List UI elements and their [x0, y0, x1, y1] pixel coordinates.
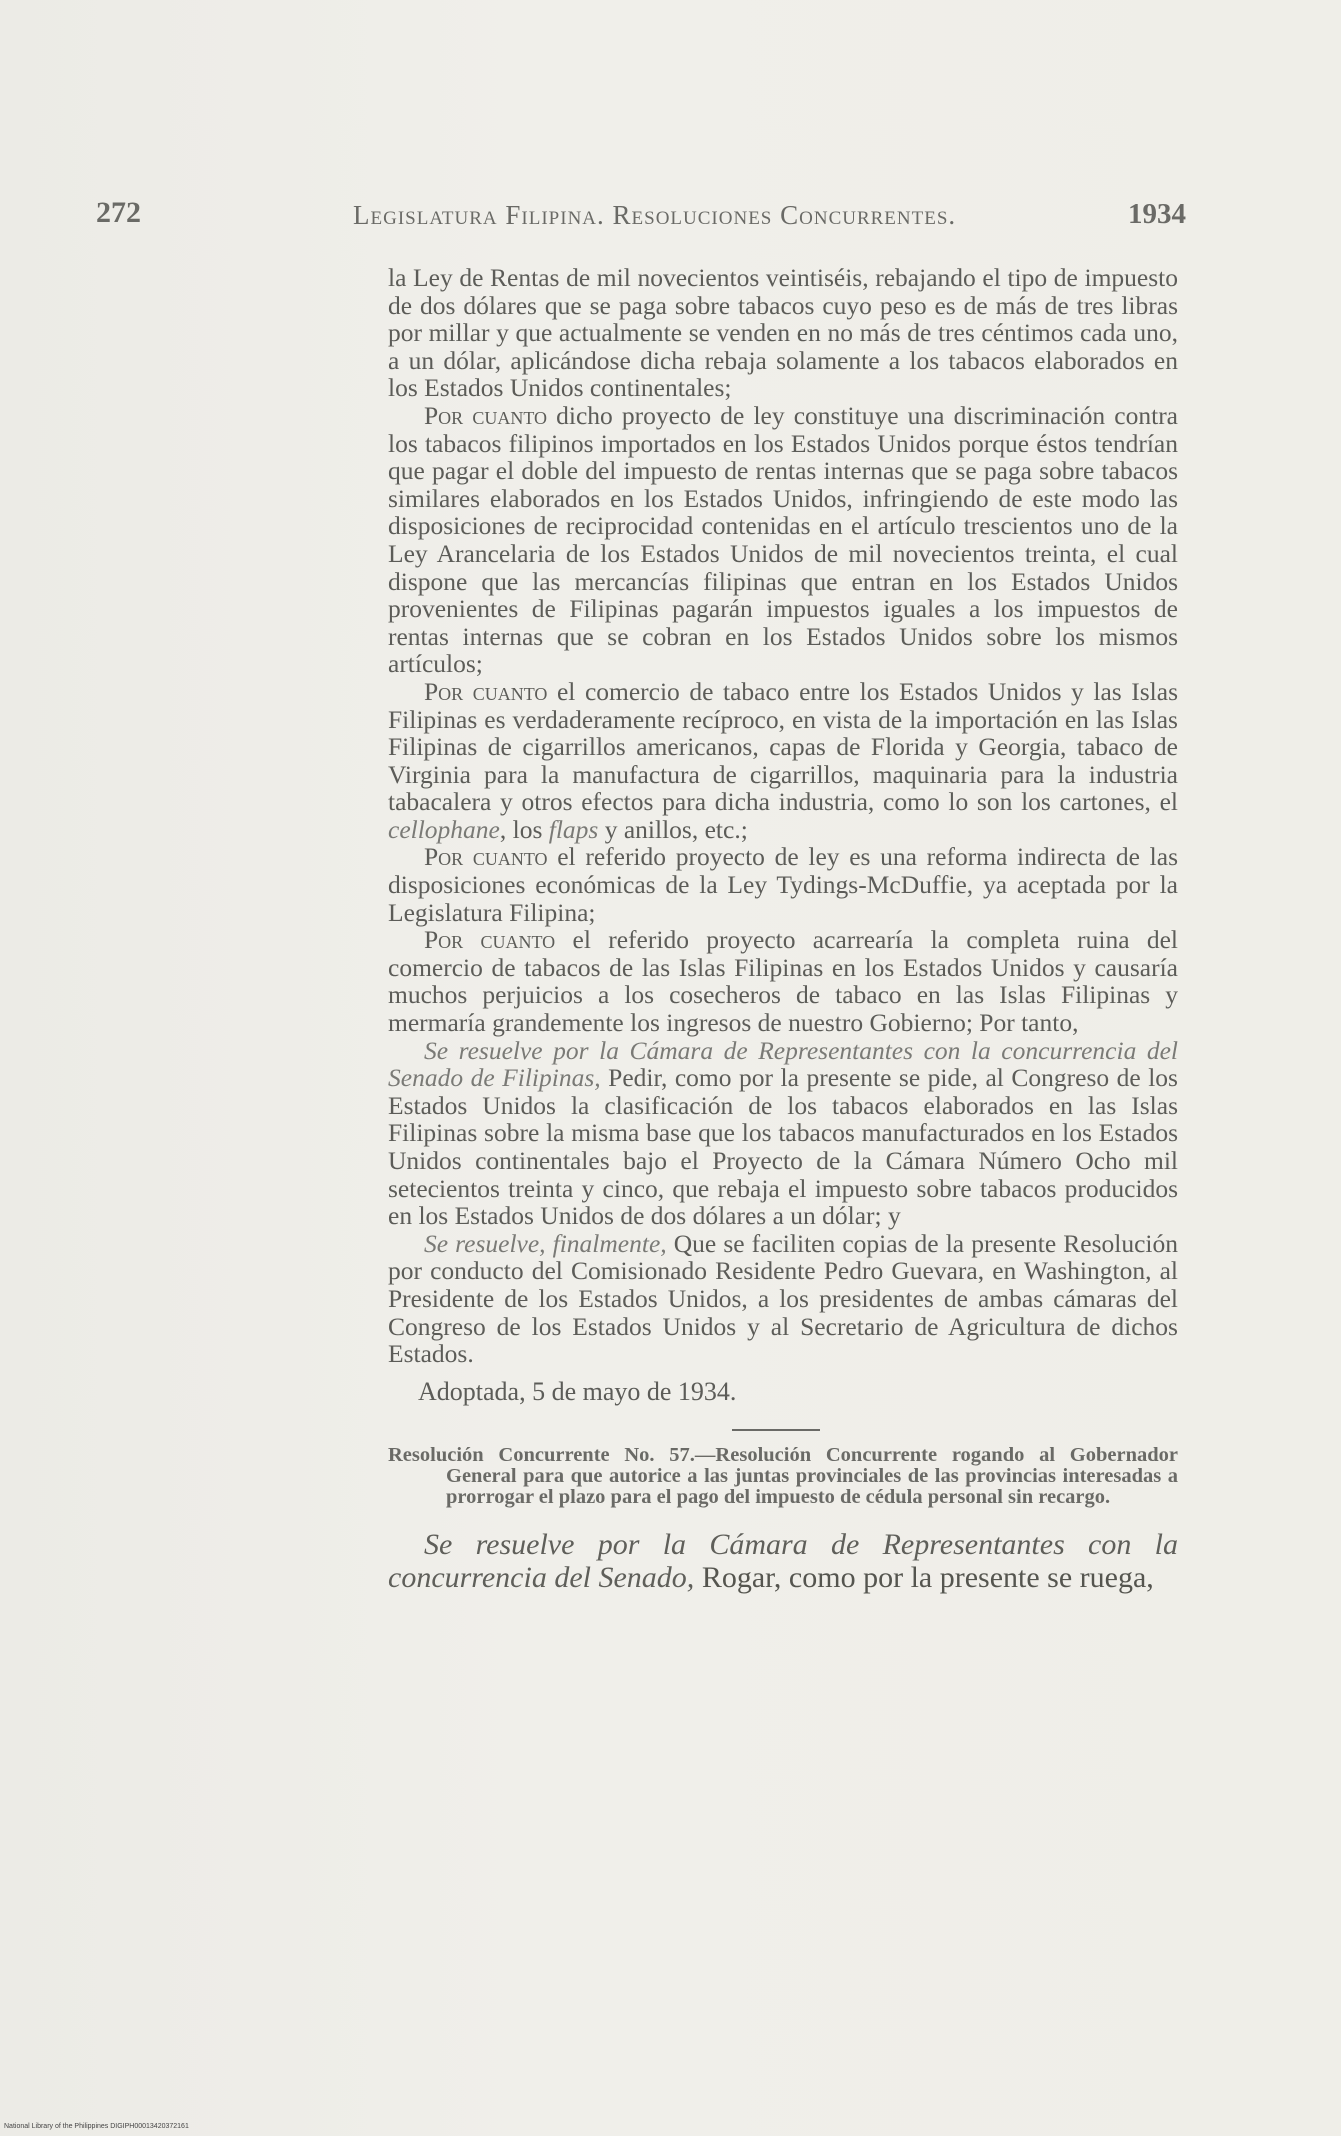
whereas-paragraph-2: [388, 678, 1178, 844]
resolution-summary: Resolución Concurrente No. 57.—Resolución Concurrente rogando al Gobernador General para que autorice a las juntas provinciales de las provincias interesadas a prorrogar el plazo para el pago del impuesto de cédula personal sin recargo.: [388, 1444, 1178, 1509]
whereas-lead: Por cuanto: [424, 400, 547, 430]
paragraph-text: Pedir, como por la presente se pide, al Congreso de los Estados Unidos la clasificación de los tabacos elaborados en las Islas Filipinas sobre la misma base que los tabacos manufacturados en los Estados Unidos continentales bajo el Proyecto de la Cámara Número Ocho mil setecientos treinta y cinco, que rebaja el impuesto sobre tabacos producidos en los Estados Unidos de dos dólares a un dólar; y: [388, 1063, 1178, 1231]
whereas-lead: Por cuanto: [424, 676, 548, 706]
italic-term: flaps: [548, 814, 599, 844]
running-header: [96, 196, 1186, 236]
scan-credit: National Library of the Philippines DIGIPH00013420372161: [4, 2123, 189, 2130]
resolution-lead: Se resuelve, finalmente,: [424, 1228, 667, 1258]
resolution-paragraph-2: [388, 1230, 1178, 1368]
adoption-date: Adoptada, 5 de mayo de 1934.: [418, 1376, 737, 1406]
header-year: 1934: [1128, 198, 1186, 230]
paragraph-text: el referido proyecto acarrearía la completa ruina del comercio de tabacos de las Islas Filipinas en los Estados Unidos y causaría muchos perjuicios a los cosecheros de tabaco en las Islas Filipinas y mermaría grandemente los ingresos de nuestro Gobierno; Por tanto,: [388, 925, 1178, 1038]
italic-term: cellophane: [388, 814, 500, 844]
paragraph-text: Que se faciliten copias de la presente Resolución por conducto del Comisionado Residente Pedro Guevara, en Washington, al Presidente de los Estados Unidos, a los presidentes de ambas cámaras del Congreso de los Estados Unidos y al Secretario de Agricultura de dichos Estados.: [388, 1228, 1179, 1369]
paragraph-text: dicho proyecto de ley constituye una discriminación contra los tabacos filipinos importados en los Estados Unidos porque éstos tendrían que pagar el doble del impuesto de rentas internas que se paga sobre tabacos similares elaborados en los Estados Unidos, infringiendo de este modo las disposiciones de reciprocidad contenidas en el artículo trescientos uno de la Ley Arancelaria de los Estados Unidos de mil novecientos treinta, el cual dispone que las mercancías filipinas que entran en los Estados Unidos provenientes de Filipinas pagarán impuestos iguales a los impuestos de rentas internas que se cobran en los Estados Unidos sobre los mismos artículos;: [388, 400, 1179, 679]
paragraph-text: el referido proyecto de ley es una reforma indirecta de las disposiciones económicas de la Ley Tydings-McDuffie, ya aceptada por la Legislatura Filipina;: [388, 842, 1178, 927]
whereas-paragraph-4: [388, 926, 1178, 1036]
page-number: 272: [96, 196, 141, 229]
whereas-lead: Por cuanto: [424, 842, 548, 872]
resolution-lead: Se resuelve por la Cámara de Representantes con la concurrencia del Senado de Filipinas,: [388, 1035, 1178, 1093]
running-title: Legislatura Filipina. Resoluciones Concurrentes.: [353, 200, 957, 230]
resolution-lead: Se resuelve por la Cámara de Representantes con la concurrencia del Senado,: [388, 1528, 1178, 1595]
whereas-lead: Por cuanto: [424, 925, 556, 955]
paragraph-text: el comercio de tabaco entre los Estados Unidos y las Islas Filipinas es verdaderamente recíproco, en vista de la importación en las Islas Filipinas de cigarrillos americanos, capas de Florida y Georgia, tabaco de Virginia para la manufactura de cigarrillos, maquinaria para la industria tabacalera y otros efectos para dicha industria, como lo son los cartones, el: [388, 676, 1178, 817]
paragraph-text: Rogar, como por la presente se ruega,: [694, 1561, 1154, 1595]
resolution-paragraph-3: [388, 1528, 1178, 1594]
body-text: [388, 264, 1178, 1594]
whereas-paragraph-1: [388, 402, 1178, 678]
resolution-paragraph-1: [388, 1037, 1178, 1230]
paragraph-text: y anillos, etc.;: [598, 814, 748, 844]
section-divider: [732, 1429, 820, 1431]
paragraph-text: , los: [499, 814, 549, 844]
paragraph-continuation: la Ley de Rentas de mil novecientos veintiséis, rebajando el tipo de impuesto de dos dólares que se paga sobre tabacos cuyo peso es de más de tres libras por millar y que actualmente se venden en no más de tres céntimos cada uno, a un dólar, aplicándose dicha rebaja solamente a los tabacos elaborados en los Estados Unidos continentales;: [388, 263, 1178, 403]
whereas-paragraph-3: [388, 843, 1178, 926]
